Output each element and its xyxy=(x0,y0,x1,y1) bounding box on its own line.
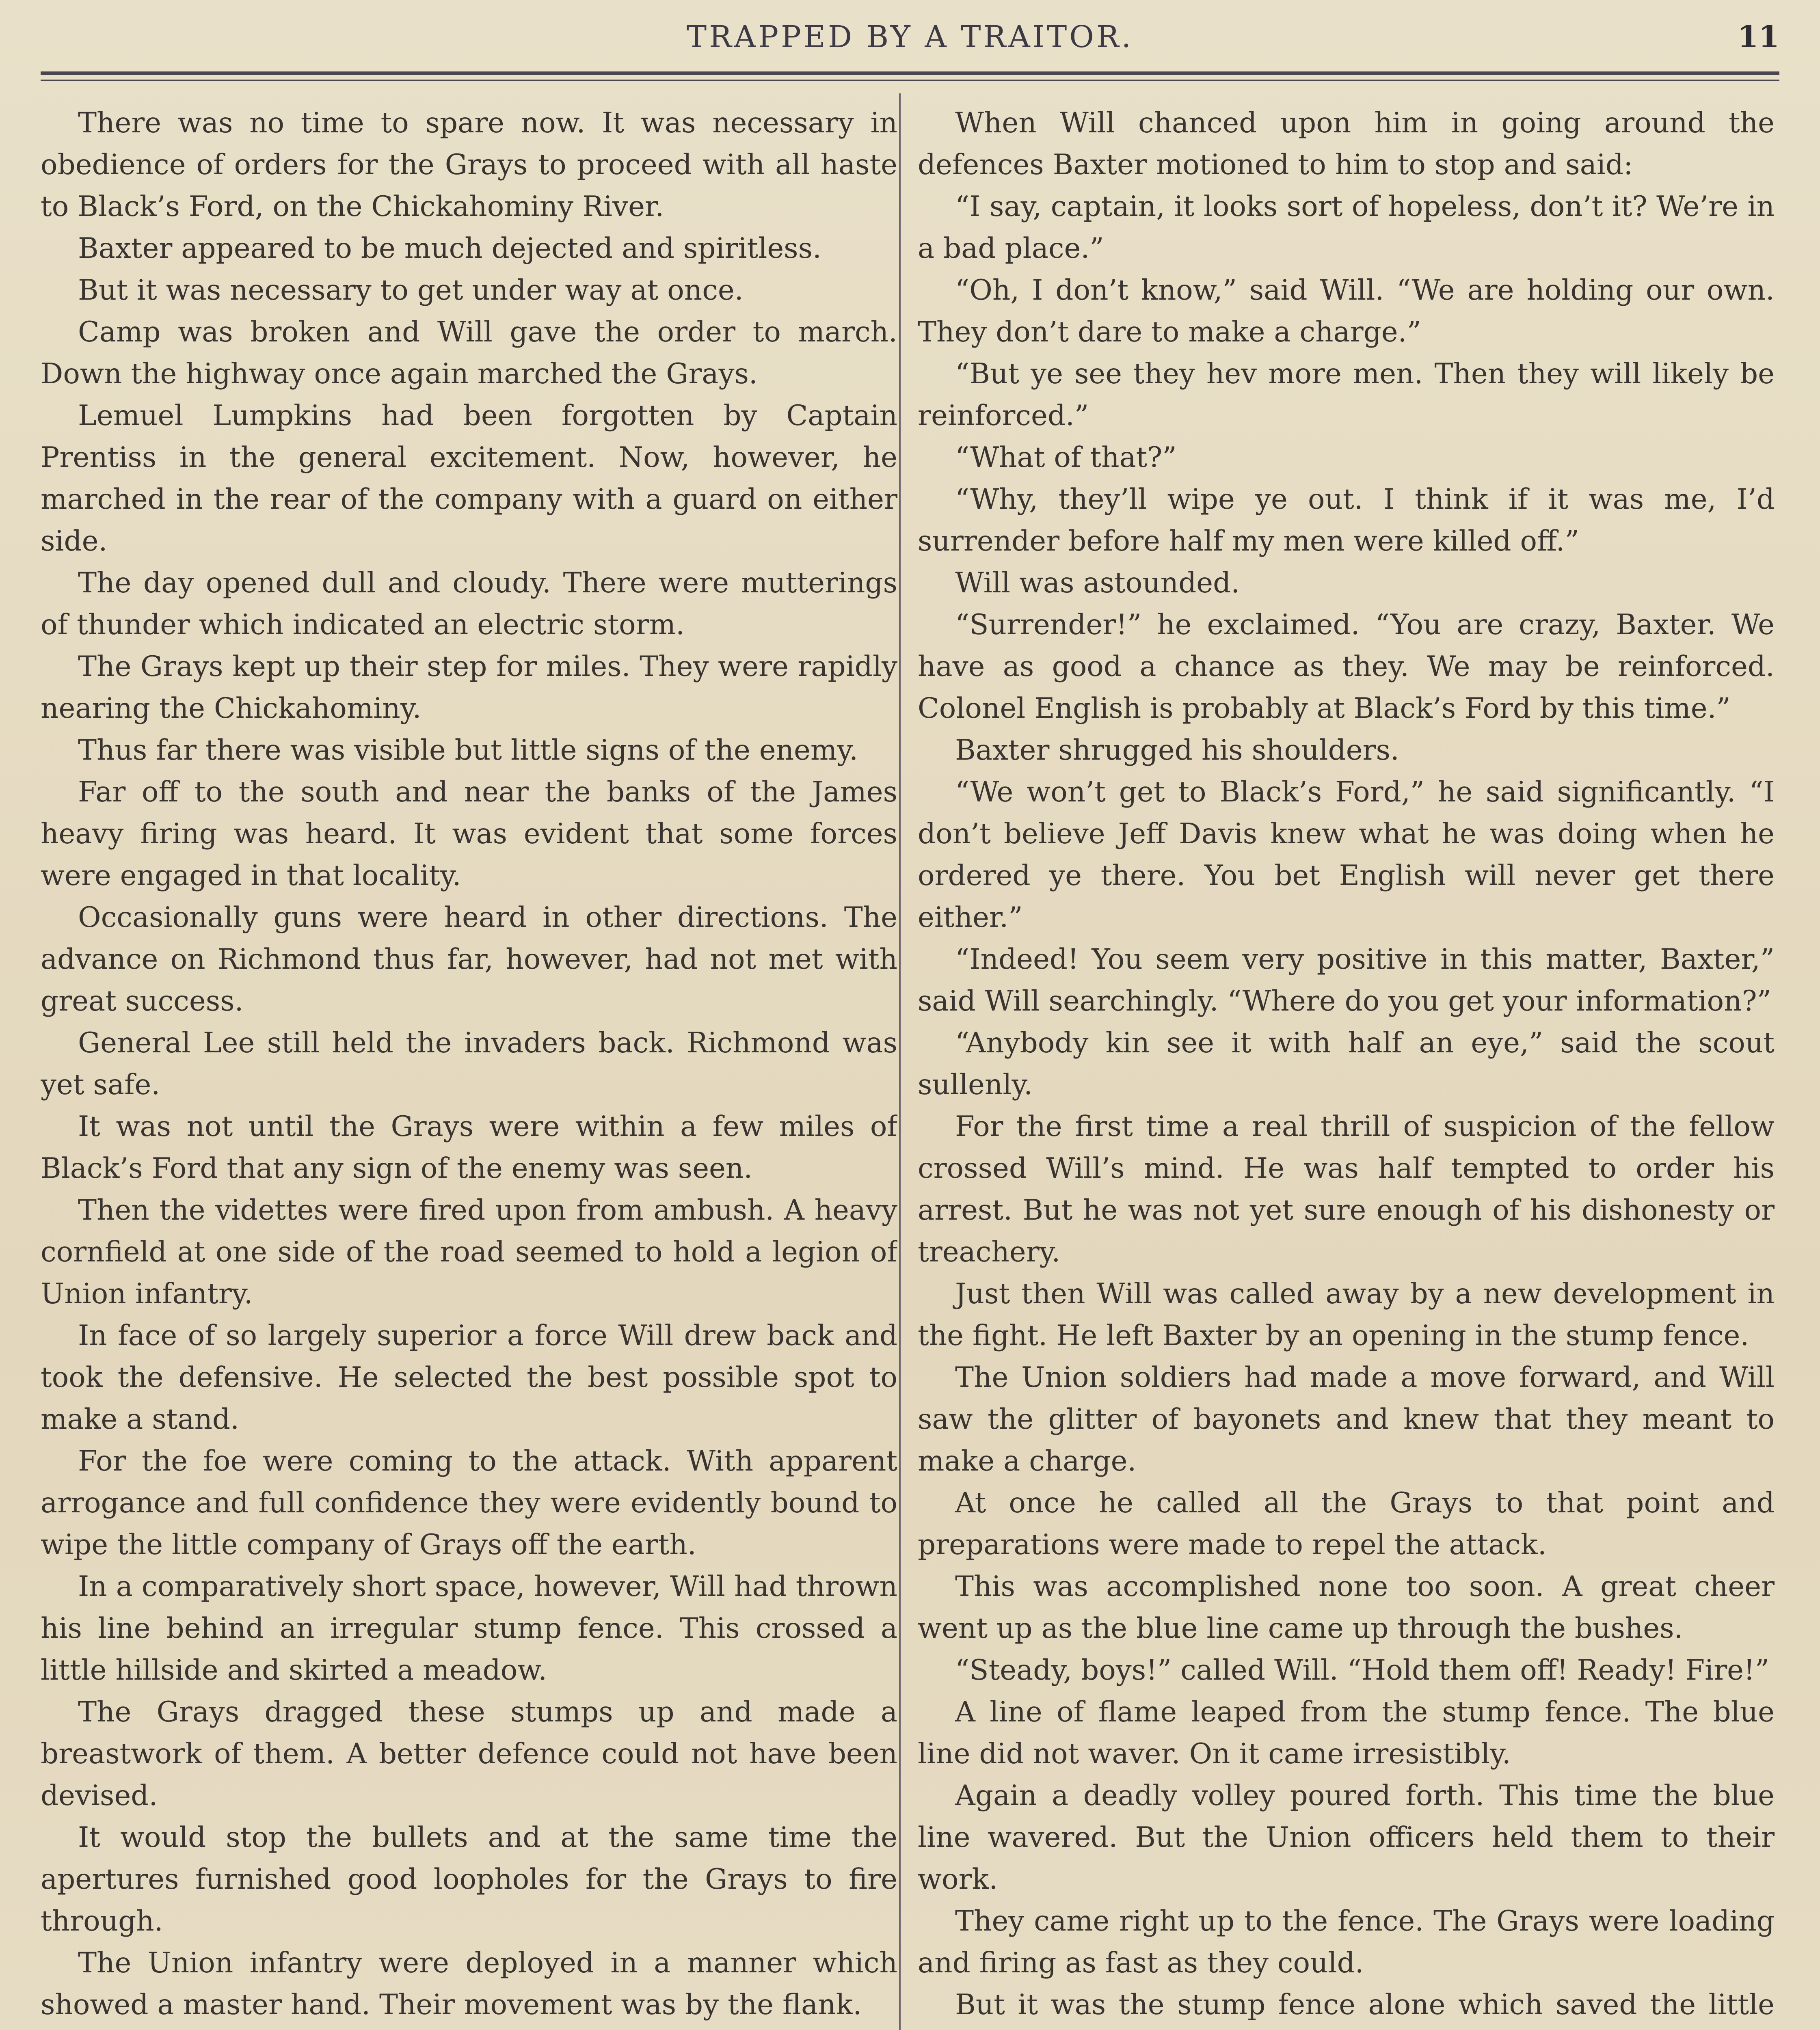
paragraph: “Why, they’ll wipe ye out. I think if it was me, I’d surrender before half my men were killed off.” xyxy=(918,483,1775,557)
header-rule-thick xyxy=(41,71,1779,75)
paragraph: The Union infantry were deployed in a manner which showed a master hand. Their movement was by the flank. xyxy=(41,1947,897,2021)
paragraph: Baxter appeared to be much dejected and spiritless. xyxy=(78,232,821,265)
paragraph: For the first time a real thrill of suspicion of the fellow crossed Will’s mind. He was half tempted to order his arrest. But he was not yet sure enough of his dishonesty or treachery. xyxy=(918,1110,1775,1268)
paragraph: Camp was broken and Will gave the order to march. Down the highway once again marched the Grays. xyxy=(41,316,897,390)
paragraph: Lemuel Lumpkins had been forgotten by Captain Prentiss in the general excitement. Now, however, he marched in the rear of the company with a guard on either side. xyxy=(41,400,897,557)
paragraph: When Will chanced upon him in going around the defences Baxter motioned to him to stop and said: xyxy=(918,107,1775,181)
paragraph: “Surrender!” he exclaimed. “You are crazy, Baxter. We have as good a chance as they. We may be reinforced. Colonel English is probably at Black’s Ford by this time.” xyxy=(918,609,1775,725)
paragraph: The Union soldiers had made a move forward, and Will saw the glitter of bayonets and knew that they meant to make a charge. xyxy=(918,1361,1775,1477)
paragraph: “What of that?” xyxy=(955,441,1177,474)
paragraph: This was accomplished none too soon. A great cheer went up as the blue line came up through the bushes. xyxy=(918,1570,1775,1645)
column-divider xyxy=(899,93,901,2030)
paragraph: For the foe were coming to the attack. With apparent arrogance and full confidence they were evidently bound to wipe the little company of Grays off the earth. xyxy=(41,1445,897,1561)
paragraph: But it was the stump fence alone which saved the little xyxy=(955,1989,1775,2021)
page-number: 11 xyxy=(1738,19,1779,54)
paragraph: “Oh, I don’t know,” said Will. “We are holding our own. They don’t dare to make a charge.” xyxy=(918,274,1775,348)
paragraph: Far off to the south and near the banks of the James heavy firing was heard. It was evident that some forces were engaged in that locality. xyxy=(41,776,897,892)
running-header xyxy=(41,19,1779,64)
paragraph: But it was necessary to get under way at once. xyxy=(78,274,744,307)
paragraph xyxy=(41,2026,897,2030)
paragraph: “Anybody kin see it with half an eye,” said the scout sullenly. xyxy=(918,1027,1775,1101)
paragraph: A line of flame leaped from the stump fence. The blue line did not waver. On it came irresistibly. xyxy=(918,1696,1775,1770)
paragraph: “Steady, boys!” called Will. “Hold them off! Ready! Fire!” xyxy=(955,1654,1770,1687)
paragraph: In face of so largely superior a force Will drew back and took the defensive. He selected the best possible spot to make a stand. xyxy=(41,1320,897,1436)
paragraph: “But ye see they hev more men. Then they will likely be reinforced.” xyxy=(918,358,1775,432)
paragraph: It was not until the Grays were within a few miles of Black’s Ford that any sign of the enemy was seen. xyxy=(41,1110,897,1185)
paragraph: In a comparatively short space, however, Will had thrown his line behind an irregular stump fence. This crossed a little hillside and skirted a meadow. xyxy=(41,1570,897,1687)
right-text-column xyxy=(918,102,1775,2030)
running-title: TRAPPED BY A TRAITOR. xyxy=(686,19,1134,54)
paragraph: The Grays dragged these stumps up and made a breastwork of them. A better defence could not have been devised. xyxy=(41,1696,897,1812)
paragraph: There was no time to spare now. It was necessary in obedience of orders for the Grays to proceed with all haste to Black’s Ford, on the Chickahominy River. xyxy=(41,107,897,223)
paragraph: “I say, captain, it looks sort of hopeless, don’t it? We’re in a bad place.” xyxy=(918,190,1775,265)
paragraph: It would stop the bullets and at the same time the apertures furnished good loopholes for the Grays to fire through. xyxy=(41,1821,897,1937)
paragraph: At once he called all the Grays to that point and preparations were made to repel the attack. xyxy=(918,1487,1775,1561)
left-text-column xyxy=(41,102,897,2030)
paragraph: Will was astounded. xyxy=(955,567,1240,599)
paragraph: Then the videttes were fired upon from ambush. A heavy cornfield at one side of the road seemed to hold a legion of Union infantry. xyxy=(41,1194,897,1310)
paragraph: “We won’t get to Black’s Ford,” he said significantly. “I don’t believe Jeff Davis knew what he was doing when he ordered ye there. You bet English will never get there either.” xyxy=(918,776,1775,934)
paragraph: Thus far there was visible but little signs of the enemy. xyxy=(78,734,858,767)
paragraph: Occasionally guns were heard in other directions. The advance on Richmond thus far, however, had not met with great success. xyxy=(41,901,897,1017)
paragraph: They came right up to the fence. The Grays were loading and firing as fast as they could. xyxy=(918,1905,1775,1979)
paragraph: Baxter shrugged his shoulders. xyxy=(955,734,1399,767)
header-rule-thin xyxy=(41,80,1779,81)
paragraph: The Grays kept up their step for miles. They were rapidly nearing the Chickahominy. xyxy=(41,650,897,725)
paragraph: “Indeed! You seem very positive in this matter, Baxter,” said Will searchingly. “Where do you get your information?” xyxy=(918,943,1775,1017)
paragraph: The day opened dull and cloudy. There were mutterings of thunder which indicated an electric storm. xyxy=(41,567,897,641)
paragraph: Again a deadly volley poured forth. This time the blue line wavered. But the Union officers held them to their work. xyxy=(918,1779,1775,1896)
paragraph: Just then Will was called away by a new development in the fight. He left Baxter by an opening in the stump fence. xyxy=(918,1278,1775,1352)
paragraph: General Lee still held the invaders back. Richmond was yet safe. xyxy=(41,1027,897,1101)
